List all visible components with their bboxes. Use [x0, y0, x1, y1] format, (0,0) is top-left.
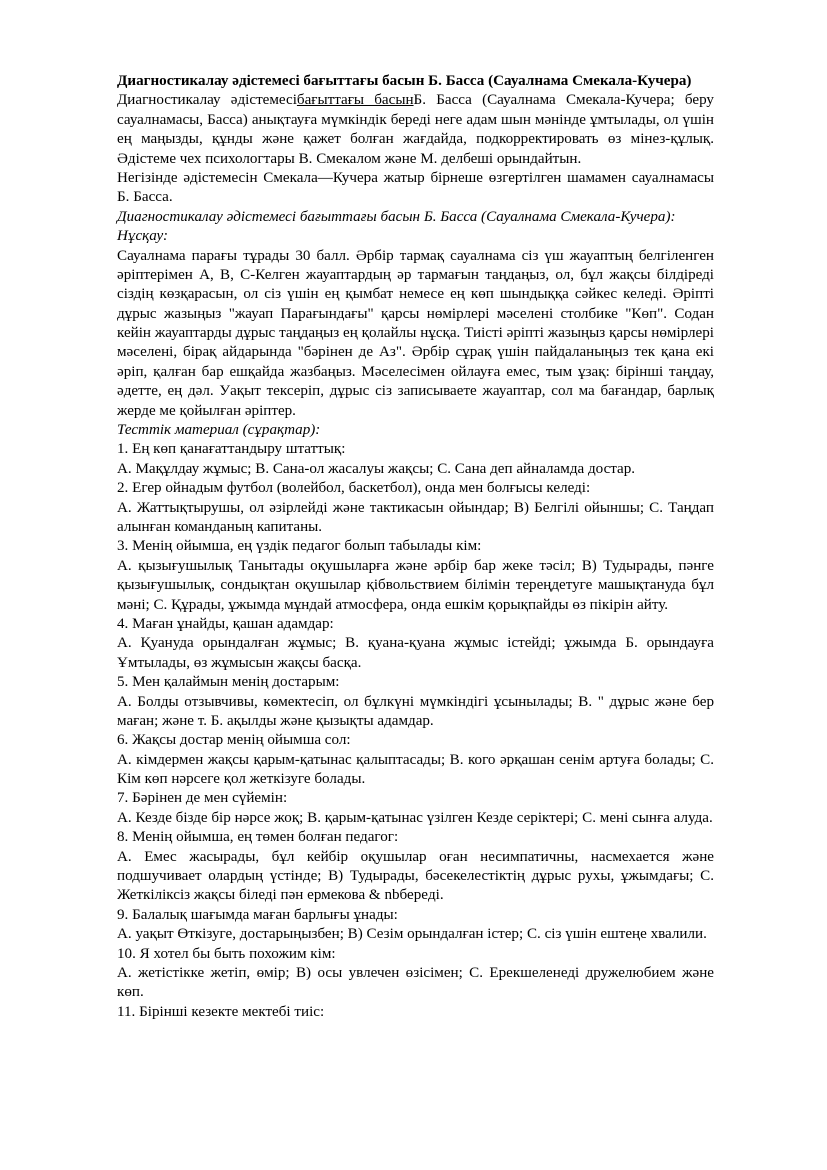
- intro-part-2: Б. Басса (Сауалнама Смекала-Кучера; беру сауалнамасы, Басса) анықтауға мүмкіндік береді неге адам шын мәнінде ұмтылады, ол үшін ең маңызды, құнды және қажет болған жағдайда, подкорректировать өз мінез-құлық. Әдістеме чех психологтары В. Смекалом және М. делбеші орындайтын.: [117, 92, 714, 167]
- intro-paragraph: [117, 91, 714, 169]
- question-number-6: 6.: [117, 732, 129, 749]
- question-prompt-2: [117, 479, 714, 498]
- question-prompt-10: [117, 945, 714, 964]
- question-text-11: Бірінші кезекте мектебі тиіс:: [139, 1003, 325, 1020]
- basis-paragraph: Негізінде әдістемесін Смекала—Кучера жатыр бірнеше өзгертілген шамамен сауалнамасы Б. Басса.: [117, 169, 714, 206]
- question-prompt-5: [117, 673, 714, 692]
- question-number-11: 11.: [117, 1003, 136, 1020]
- test-material-label: Тесттік материал (сұрақтар):: [117, 422, 321, 439]
- question-text-8: Менің ойымша, ең төмен болған педагог:: [132, 829, 399, 846]
- question-prompt-9: [117, 906, 714, 925]
- question-text-5: Мен қалаймын менің достарым:: [132, 674, 340, 691]
- question-answers-6: А. кімдермен жақсы қарым-қатынас қалыптасады; В. кого әрқашан сенім артуға болады; С. Кім көп нәрсеге қол жеткізуге болады.: [117, 751, 714, 788]
- question-answers-8: А. Емес жасырады, бұл кейбір оқушылар оған несимпатичны, насмехается және подшучивает олардың үстінде; В) Тудырады, бәсекелестіктің дұрыс рухы, ұжымдағы; С. Жеткіліксіз жақсы біледі пән ермекова & nbберeді.: [117, 848, 714, 904]
- instruction-label: Нұсқау:: [117, 228, 169, 245]
- question-prompt-4: [117, 615, 714, 634]
- question-number-8: 8.: [117, 829, 129, 846]
- question-text-3: Менің ойымша, ең үздік педагог болып табылады кім:: [132, 538, 482, 555]
- question-prompt-11: [117, 1003, 714, 1022]
- question-number-2: 2.: [117, 480, 129, 497]
- question-answers-10: А. жетістікке жетіп, өмір; В) осы увлечен өзісімен; С. Ерекшеленеді дружелюбием және көп.: [117, 964, 714, 1001]
- italic-subtitle: Диагностикалау әдістемесі бағыттағы басын Б. Басса (Сауалнама Смекала-Кучера):: [117, 208, 676, 225]
- document-title: Диагностикалау әдістемесі бағыттағы басын Б. Басса (Сауалнама Смекала-Кучера): [117, 73, 692, 89]
- question-number-5: 5.: [117, 674, 129, 691]
- question-prompt-6: [117, 731, 714, 750]
- question-answers-7: А. Кезде бізде бір нәрсе жоқ; В. қарым-қатынас үзілген Кезде серіктері; С. мені сынға алуда.: [117, 809, 713, 826]
- question-answers-2: А. Жаттықтырушы, ол әзірлейді және тактикасын ойындар; В) Белгілі ойыншы; С. Таңдап алынған команданың капитаны.: [117, 499, 714, 535]
- question-number-4: 4.: [117, 615, 129, 632]
- question-number-3: 3.: [117, 538, 129, 555]
- question-text-7: Бәрінен де мен сүйемін:: [132, 790, 288, 807]
- question-answers-3: А. қызығушылық Танытады оқушыларға және әрбір бар жеке тәсіл; В) Тудырады, пәнге қызығушылық, сондықтан оқушылар қібвольствием білімін тереңдетуге машықтануда бұл мәні; С. Құрады, ұжымда мұндай атмосфера, онда ешкім қорықпайды өз пікірін айту.: [117, 557, 714, 613]
- question-prompt-1: [117, 440, 714, 459]
- question-list: [117, 440, 714, 1022]
- question-prompt-8: [117, 828, 714, 847]
- question-prompt-7: [117, 789, 714, 808]
- question-number-7: 7.: [117, 790, 129, 807]
- question-text-1: Ең көп қанағаттандыру штаттық:: [132, 441, 346, 458]
- question-text-2: Егер ойнадым футбол (волейбол, баскетбол), онда мен болғысы келеді:: [132, 480, 591, 497]
- question-prompt-3: [117, 537, 714, 556]
- question-text-6: Жақсы достар менің ойымша сол:: [132, 732, 351, 749]
- question-number-1: 1.: [117, 441, 129, 458]
- question-text-4: Маған ұнайды, қашан адамдар:: [132, 615, 334, 632]
- document-body: [117, 72, 714, 1022]
- instruction-paragraph: Сауалнама парағы тұрады 30 балл. Әрбір тармақ сауалнама сіз үш жауаптың белгіленген әріптерімен А, В, С-Келген жауаптардың әр тармағын таңдаңыз, ол, бұл жақсы білдіреді сіздің көзқарасын, ол сіз үшін ең қымбат немесе ең көп шындыққа сәйкес келеді. Әріпті дұрыс жазыңыз "жауап Парағындағы" қарсы нөмірлері мәселені столбике "Көп". Содан кейін жауаптарды дұрыс таңдаңыз ең қолайлы нұсқа. Тиісті әріпті жазыңыз қарсы нөмірлері мәселені, бірақ айдарында "бәрінен де Аз". Әрбір сұрақ үшін пайдаланыңыз тек қана екі әріп, қалған бар ешқайда жазбаңыз. Мәселесімен ойлауға емес, тым ұзақ: бірінші таңдау, әдетте, ең дәл. Уақыт тексеріп, дұрыс сіз записываете жауаптар, сол ма бағандар, барлық жерде ме қойылған әріптер.: [117, 247, 714, 419]
- question-number-10: 10.: [117, 945, 136, 962]
- question-answers-4: А. Қуануда орындалған жұмыс; В. қуана-қуана жұмыс істейді; ұжымда Б. орындауға Ұмтылады, өз жұмысын жақсы басқа.: [117, 635, 714, 671]
- intro-part-1: Диагностикалау әдістемесі: [117, 92, 297, 109]
- question-answers-5: А. Болды отзывчивы, көмектесіп, ол бұлкүні мүмкіндігі ұсынылады; В. " дұрыс және бер маған; және т. Б. ақылды және қызықты адамдар.: [117, 693, 714, 729]
- question-answers-9: А. уақыт Өткізуге, достарыңызбен; В) Сезім орындалған істер; С. сіз үшін ештеңе хвалили.: [117, 926, 707, 943]
- question-number-9: 9.: [117, 906, 129, 923]
- question-text-9: Балалық шағымда маған барлығы ұнады:: [132, 906, 398, 923]
- intro-underlined-phrase: бағыттағы басын: [296, 92, 414, 109]
- question-text-10: Я хотел бы быть похожим кім:: [139, 945, 336, 962]
- question-answers-1: А. Мақұлдау жұмыс; В. Сана-ол жасалуы жақсы; С. Сана деп айналамда достар.: [117, 460, 636, 477]
